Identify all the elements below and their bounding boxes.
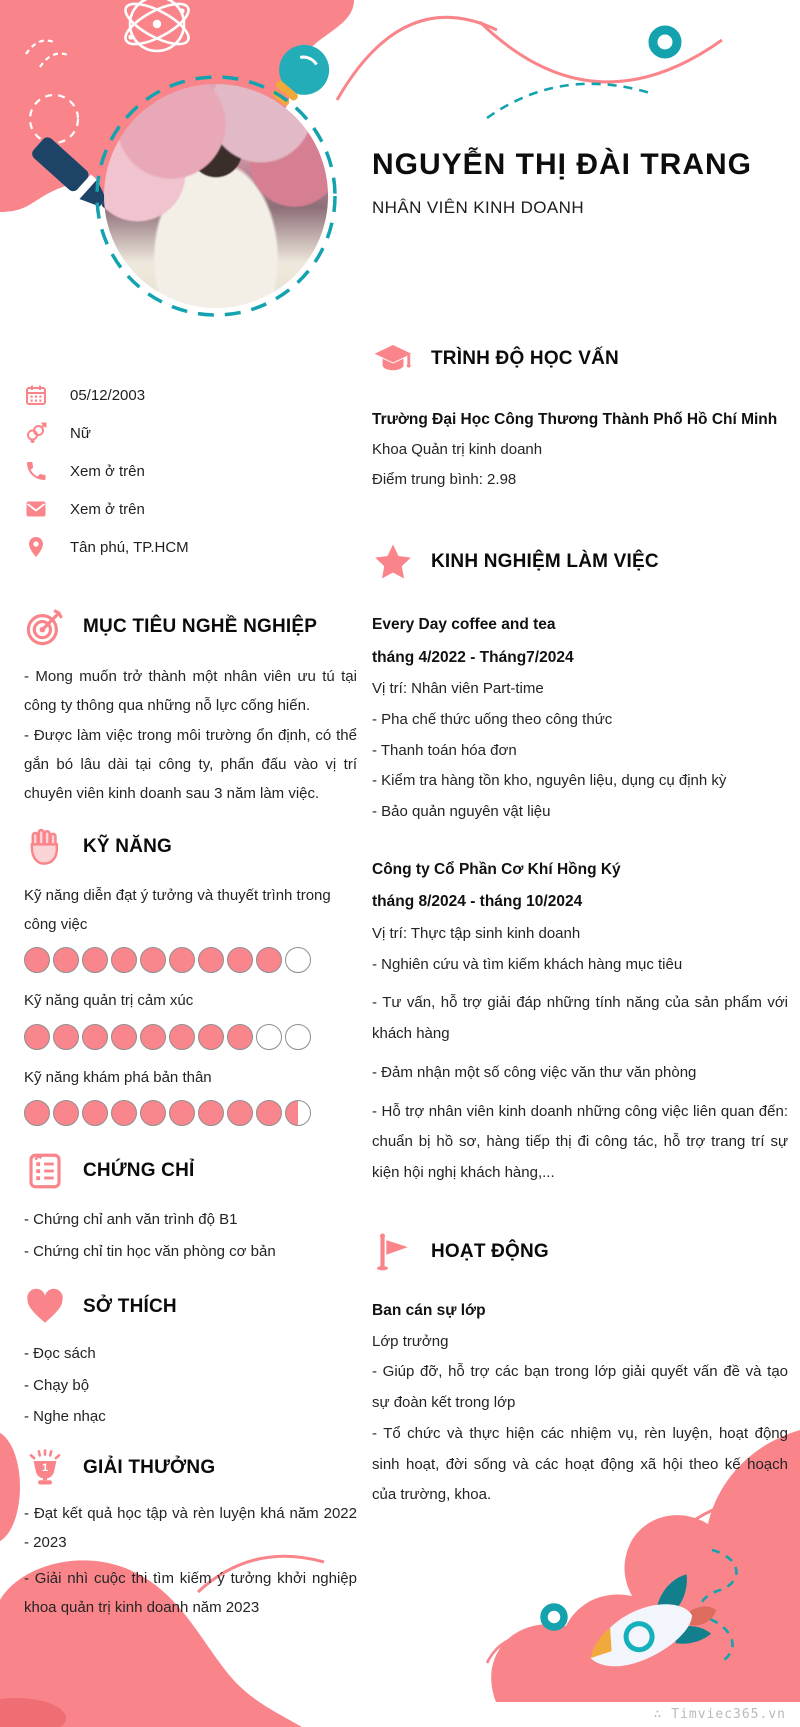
hand-icon: [24, 826, 66, 868]
svg-text:1: 1: [41, 1461, 49, 1474]
calendar-icon: [24, 383, 48, 407]
skill-dot: [111, 1024, 137, 1050]
skill-dot: [53, 947, 79, 973]
education-body: [372, 404, 788, 495]
candidate-name: NGUYỄN THỊ ĐÀI TRANG: [372, 148, 752, 181]
right-column: [372, 338, 788, 1511]
job-company: Công ty Cổ Phần Cơ Khí Hồng Ký: [372, 860, 621, 878]
section-education: [372, 338, 788, 495]
skill-dot: [140, 1024, 166, 1050]
mail-icon: [24, 497, 48, 521]
section-awards: [24, 1447, 357, 1622]
gender-value: Nữ: [70, 424, 91, 442]
info-row-birthday: [24, 376, 357, 414]
job-position: Vị trí: Nhân viên Part-time: [372, 680, 544, 698]
info-row-gender: [24, 414, 357, 452]
certificates-heading: CHỨNG CHỈ: [83, 1160, 195, 1182]
education-heading-row: [372, 338, 788, 380]
awards-list: [24, 1499, 357, 1622]
skill-dot: [198, 1024, 224, 1050]
skill-dot: [169, 947, 195, 973]
award-item: - Giải nhì cuộc thi tìm kiếm ý tưởng khởi nghiệp khoa quản trị kinh doanh năm 2023: [24, 1569, 357, 1616]
candidate-title: NHÂN VIÊN KINH DOANH: [372, 197, 585, 217]
skill-dot: [169, 1100, 195, 1126]
hobbies-heading-row: [24, 1286, 357, 1328]
email-value: Xem ở trên: [70, 500, 145, 518]
skill-dot: [53, 1024, 79, 1050]
skill-label: Kỹ năng khám phá bản thân: [24, 1068, 212, 1086]
header: [372, 146, 782, 218]
education-heading: TRÌNH ĐỘ HỌC VẤN: [431, 348, 619, 369]
activity-bullet: - Tổ chức và thực hiện các nhiệm vụ, rèn luyện, hoạt động sinh hoạt, đời sống và các hoạt động xã hội theo kế hoạch của trường, khoa.: [372, 1424, 788, 1504]
skill-label: Kỹ năng diễn đạt ý tưởng và thuyết trình trong công việc: [24, 887, 331, 933]
graduation-cap-icon: [372, 338, 414, 380]
experience-heading-row: [372, 541, 788, 583]
job-bullet: - Bảo quản nguyên vật liệu: [372, 803, 551, 821]
objective-body: [24, 662, 357, 808]
skills-heading-row: [24, 826, 357, 868]
hobby-item: - Nghe nhạc: [24, 1408, 106, 1426]
left-column: [24, 376, 357, 1622]
skill-dot: [24, 1100, 50, 1126]
job-entry: [372, 854, 788, 1189]
phone-value: Xem ở trên: [70, 462, 145, 480]
location-icon: [24, 535, 48, 559]
section-experience: [372, 541, 788, 1189]
info-row-address: [24, 528, 357, 566]
gender-icon: [24, 421, 48, 445]
personal-info-list: [24, 376, 357, 566]
section-skills: [24, 826, 357, 1126]
job-company: Every Day coffee and tea: [372, 616, 556, 633]
job-period: tháng 8/2024 - tháng 10/2024: [372, 893, 583, 911]
job-bullet: - Kiểm tra hàng tồn kho, nguyên liệu, dụng cụ định kỳ: [372, 772, 727, 790]
skills-heading: KỸ NĂNG: [83, 836, 173, 858]
skill-dots: [24, 1100, 357, 1126]
phone-icon: [24, 459, 48, 483]
job-bullet: - Tư vấn, hỗ trợ giải đáp những tính năng của sản phẩm với khách hàng: [372, 994, 788, 1043]
award-item: - Đạt kết quả học tập và rèn luyện khá năm 2022 - 2023: [24, 1505, 357, 1552]
skill-dot: [256, 1024, 282, 1050]
job-bullet: - Hỗ trợ nhân viên kinh doanh những công việc liên quan đến: chuẩn bị hồ sơ, hàng tiếp thị đi công tác, hỗ trợ trang trí sự kiện hội nghị khách hàng,...: [372, 1102, 788, 1182]
objective-heading-row: [24, 606, 357, 648]
certificates-list: [24, 1206, 357, 1266]
skill-item: [24, 1064, 357, 1127]
skill-dot: [24, 947, 50, 973]
section-activities: [372, 1231, 788, 1511]
activities-heading-row: [372, 1231, 788, 1273]
watermark: ∴ Timviec365.vn: [653, 1707, 786, 1722]
school-name: Trường Đại Học Công Thương Thành Phố Hồ Chí Minh: [372, 411, 778, 428]
job-bullet: - Thanh toán hóa đơn: [372, 741, 517, 759]
education-detail: Khoa Quản trị kinh doanh: [372, 441, 543, 458]
skill-item: [24, 882, 357, 973]
skill-dot: [227, 1100, 253, 1126]
skill-dot: [256, 947, 282, 973]
objective-heading: MỤC TIÊU NGHỀ NGHIỆP: [83, 616, 318, 637]
experience-heading: KINH NGHIỆM LÀM VIỆC: [431, 551, 659, 572]
skill-dot: [285, 1100, 311, 1126]
skill-dots: [24, 947, 357, 973]
skill-dot: [82, 947, 108, 973]
activity-role: Lớp trưởng: [372, 1332, 449, 1350]
skill-dots: [24, 1024, 357, 1050]
awards-heading-row: [24, 1447, 357, 1489]
education-detail: Điểm trung bình: 2.98: [372, 471, 517, 488]
target-icon: [24, 606, 66, 648]
certificate-item: - Chứng chỉ tin học văn phòng cơ bản: [24, 1243, 276, 1260]
skill-dot: [111, 1100, 137, 1126]
job-bullet: - Nghiên cứu và tìm kiếm khách hàng mục tiêu: [372, 955, 683, 973]
skill-dot: [111, 947, 137, 973]
skill-dot: [285, 1024, 311, 1050]
flag-icon: [372, 1231, 414, 1273]
job-period: tháng 4/2022 - Tháng7/2024: [372, 648, 574, 666]
checklist-icon: [24, 1150, 66, 1192]
activities-body: [372, 1295, 788, 1511]
objective-paragraph: - Được làm việc trong môi trường ổn định, có thể gắn bó lâu dài tại công ty, phấn đấu vào vị trí chuyên viên kinh doanh sau 3 năm làm việc.: [24, 726, 357, 802]
info-row-email: [24, 490, 357, 528]
skill-item: [24, 987, 357, 1050]
activity-group: Ban cán sự lớp: [372, 1301, 486, 1319]
certificate-item: - Chứng chỉ anh văn trình độ B1: [24, 1211, 238, 1229]
skill-dot: [169, 1024, 195, 1050]
star-icon: [372, 541, 414, 583]
skill-label: Kỹ năng quản trị cảm xúc: [24, 992, 194, 1010]
skill-dot: [256, 1100, 282, 1126]
section-certificates: [24, 1150, 357, 1266]
skill-dot: [53, 1100, 79, 1126]
skill-dot: [140, 947, 166, 973]
profile-photo: [104, 84, 328, 308]
objective-paragraph: - Mong muốn trở thành một nhân viên ưu tú tại công ty thông qua những nỗ lực cống hiến.: [24, 668, 357, 715]
address-value: Tân phú, TP.HCM: [70, 538, 189, 556]
info-row-phone: [24, 452, 357, 490]
skill-dot: [198, 947, 224, 973]
skill-dot: [24, 1024, 50, 1050]
section-objective: [24, 606, 357, 808]
heart-icon: [24, 1286, 66, 1328]
skill-dot: [285, 947, 311, 973]
activities-heading: HOẠT ĐỘNG: [431, 1240, 549, 1262]
skill-dot: [227, 1024, 253, 1050]
skill-dot: [82, 1100, 108, 1126]
skill-dot: [140, 1100, 166, 1126]
skill-dot: [227, 947, 253, 973]
trophy-icon: [24, 1447, 66, 1489]
certificates-heading-row: [24, 1150, 357, 1192]
job-bullet: - Đảm nhận một số công việc văn thư văn phòng: [372, 1063, 697, 1081]
awards-heading: GIẢI THƯỞNG: [83, 1457, 216, 1478]
section-hobbies: [24, 1286, 357, 1431]
job-position: Vị trí: Thực tập sinh kinh doanh: [372, 924, 581, 942]
skill-dot: [82, 1024, 108, 1050]
hobby-item: - Đọc sách: [24, 1344, 96, 1362]
job-entry: [372, 609, 788, 828]
hobbies-list: [24, 1340, 357, 1431]
skill-dot: [198, 1100, 224, 1126]
birthday-value: 05/12/2003: [70, 386, 146, 404]
job-bullet: - Pha chế thức uống theo công thức: [372, 710, 613, 728]
hobby-item: - Chạy bộ: [24, 1376, 90, 1394]
hobbies-heading: SỞ THÍCH: [83, 1295, 177, 1317]
activity-bullet: - Giúp đỡ, hỗ trợ các bạn trong lớp giải quyết vấn đề và tạo sự đoàn kết trong lớp: [372, 1363, 788, 1412]
